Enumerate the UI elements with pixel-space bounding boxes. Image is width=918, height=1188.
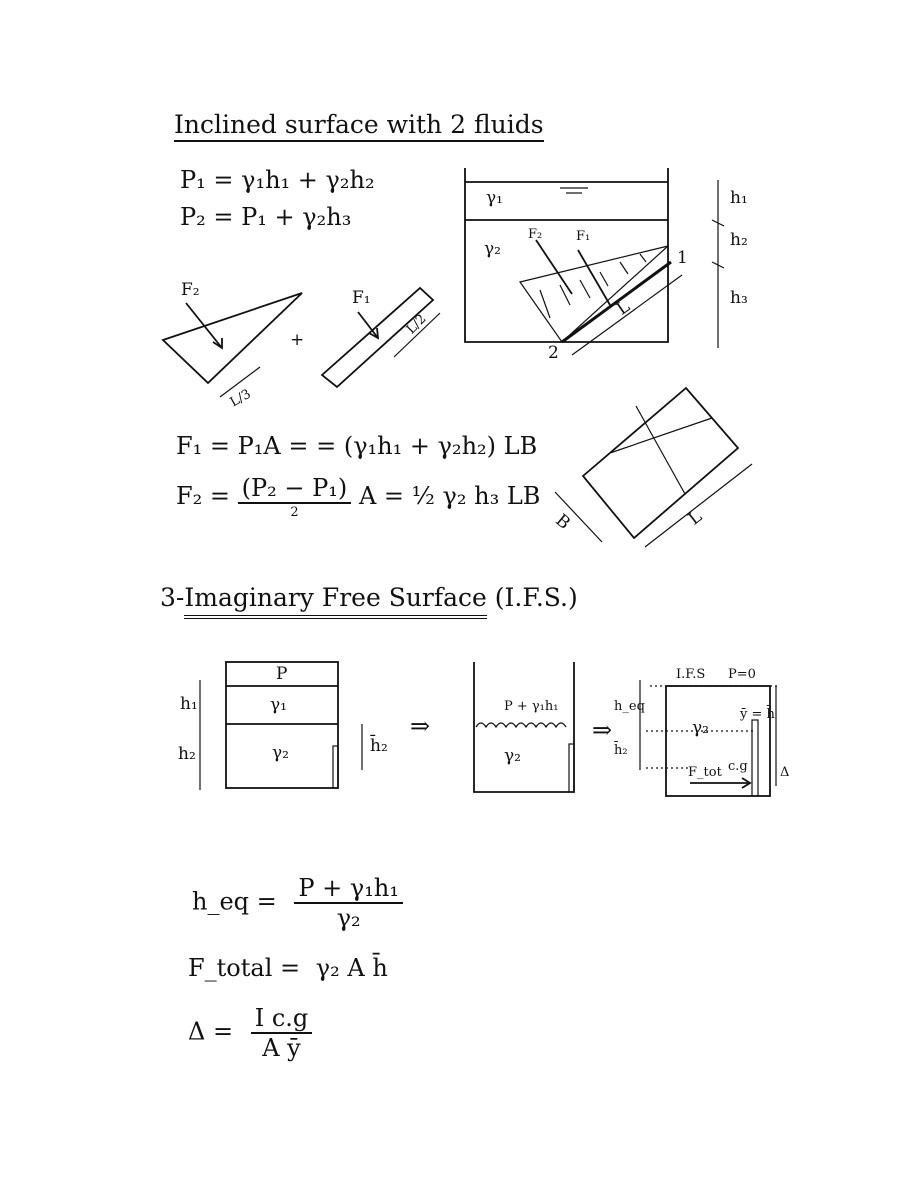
- equation-f1: F₁ = P₁A = = (γ₁h₁ + γ₂h₂) LB: [176, 432, 538, 460]
- equation-ftotal: [188, 956, 388, 980]
- label-L-tank: L: [612, 296, 634, 320]
- label-gamma1-tank1: γ₁: [270, 695, 287, 715]
- label-f1-tank: F₁: [576, 229, 591, 244]
- label-gamma2-tank1: γ₂: [272, 743, 289, 763]
- label-heq: h_eq: [614, 699, 645, 714]
- dimension-L-plan-line: [645, 464, 752, 547]
- equation-ftotal-lhs: F_total =: [188, 954, 301, 982]
- label-gamma2-tank2: γ₂: [504, 746, 521, 766]
- equation-delta-numerator: I c.g: [251, 1006, 313, 1034]
- section-heading-ifs: [160, 585, 578, 610]
- label-h1: h₁: [730, 188, 748, 208]
- equation-heq-denominator: γ₂: [336, 904, 361, 932]
- label-gamma1: γ₁: [486, 188, 503, 208]
- label-delta-small: Δ: [780, 765, 790, 780]
- equation-f2-numerator: (P₂ − P₁): [238, 476, 352, 504]
- equation-delta-lhs: Δ =: [188, 1017, 234, 1046]
- label-h2bar-tank1: h̄₂: [370, 736, 388, 756]
- equation-heq: [192, 876, 403, 930]
- equation-f2-denominator: 2: [290, 505, 299, 520]
- equation-heq-lhs: h_eq =: [192, 887, 277, 916]
- label-gamma2: γ₂: [484, 239, 501, 259]
- equation-heq-numerator: P + γ₁h₁: [294, 876, 403, 904]
- section-title-inclined: Inclined surface with 2 fluids: [174, 112, 544, 142]
- equation-f2: [176, 476, 540, 519]
- arrow-implies-2: ⇒: [592, 716, 613, 744]
- label-ybar-hbar: ȳ = h̄: [740, 707, 775, 722]
- equation-f2-rhs: A = ½ γ₂ h₃ LB: [358, 482, 541, 510]
- label-f1: F₁: [352, 288, 371, 308]
- label-h2-tank1: h₂: [178, 744, 196, 764]
- pressure-surface-wave: [476, 723, 566, 727]
- equation-p1: P₁ = γ₁h₁ + γ₂h₂: [180, 166, 375, 194]
- force-f2-tank-arrow: [536, 240, 572, 294]
- equation-f2-fraction: [238, 476, 352, 519]
- label-h2: h₂: [730, 230, 748, 250]
- label-p-zero: P=0: [728, 667, 756, 682]
- label-f2-tank: F₂: [528, 227, 543, 242]
- label-f2: F₂: [181, 280, 200, 300]
- section-title-ifs: Imaginary Free Surface: [184, 583, 486, 619]
- label-l2: L/2: [403, 311, 430, 338]
- label-h3: h₃: [730, 288, 748, 308]
- equation-heq-fraction: [294, 876, 403, 930]
- force-f2-arrow: [186, 303, 222, 348]
- plate-centerline: [610, 418, 712, 453]
- equation-delta-denominator: A ȳ: [262, 1034, 301, 1062]
- section-number: 3-: [160, 583, 185, 612]
- label-h2bar-tank3: h̄₂: [614, 743, 628, 758]
- label-point-2: 2: [548, 343, 559, 363]
- plate-plan-view: [583, 388, 738, 538]
- equation-f2-lhs: F₂ =: [176, 482, 231, 510]
- label-ftot: F_tot: [688, 765, 722, 780]
- label-ifs: I.F.S: [676, 667, 706, 682]
- label-gamma2-tank3: γ₂: [692, 718, 709, 738]
- pressure-arrow: [600, 272, 608, 286]
- label-point-1: 1: [677, 248, 688, 268]
- label-cg: c.g: [728, 759, 748, 774]
- tank-2: [474, 662, 574, 792]
- triangle-pressure-shape: [163, 293, 305, 383]
- force-f1-tank-arrow: [578, 250, 610, 305]
- label-h1-tank1: h₁: [180, 694, 198, 714]
- arrow-implies-1: ⇒: [410, 712, 431, 740]
- pressure-arrow: [540, 290, 550, 318]
- pressure-distribution: [520, 246, 668, 342]
- label-P: P: [276, 664, 288, 684]
- equation-ftotal-rhs: γ₂ A h̄: [315, 954, 388, 982]
- plate-centerline: [636, 406, 685, 494]
- pressure-arrow: [640, 254, 646, 262]
- label-l3: L/3: [227, 386, 254, 411]
- label-plus: +: [290, 330, 305, 350]
- equation-p2: P₂ = P₁ + γ₂h₃: [180, 203, 352, 231]
- pressure-arrow: [580, 280, 590, 298]
- pressure-arrow: [620, 262, 628, 274]
- section-abbrev: (I.F.S.): [494, 583, 578, 612]
- equation-delta-fraction: [251, 1006, 313, 1060]
- label-L-plan: L: [684, 506, 706, 530]
- label-B: B: [551, 510, 574, 534]
- equation-delta: [188, 1006, 312, 1060]
- label-p-plus: P + γ₁h₁: [504, 699, 559, 714]
